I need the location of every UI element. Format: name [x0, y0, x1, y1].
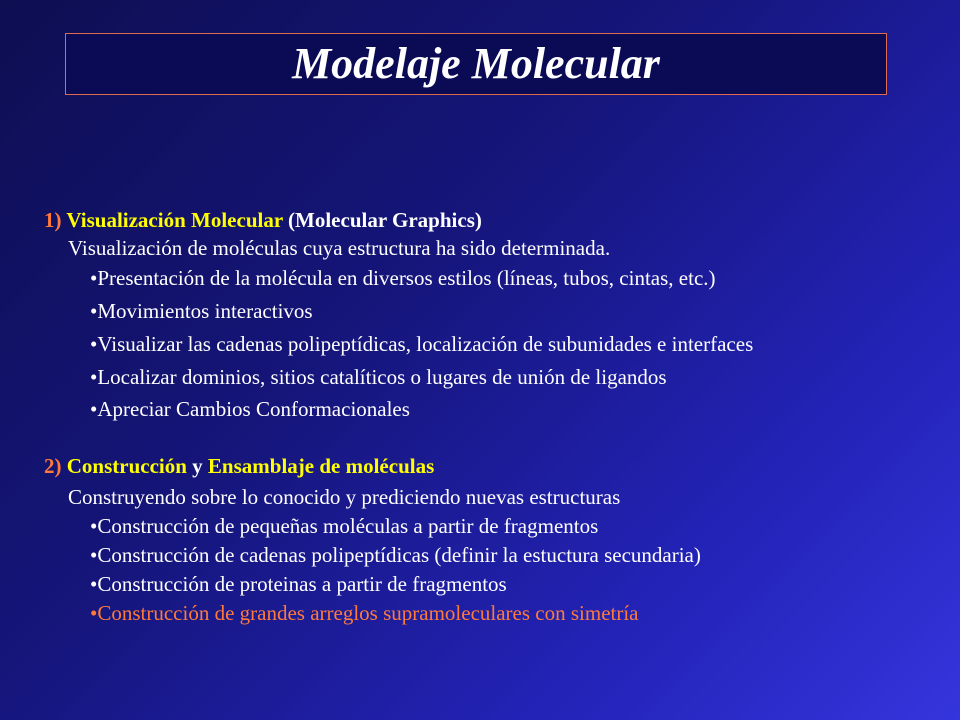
section-1-title: Visualización Molecular — [66, 208, 283, 232]
section-1-subtitle: (Molecular Graphics) — [288, 208, 482, 232]
section-1-number: 1) — [44, 208, 62, 232]
section-2-bullet: •Construcción de proteinas a partir de fragmentos — [90, 572, 507, 596]
section-2-title-part-1: Construcción — [66, 454, 187, 478]
slide-title: Modelaje Molecular — [292, 39, 660, 88]
section-1-bullet: •Movimientos interactivos — [90, 299, 313, 323]
section-1-heading — [44, 210, 482, 231]
section-1-bullet: •Visualizar las cadenas polipeptídicas, localización de subunidades e interfaces — [90, 332, 754, 356]
section-2-bullet: •Construcción de pequeñas moléculas a partir de fragmentos — [90, 514, 599, 538]
section-1-bullet: •Apreciar Cambios Conformacionales — [90, 397, 410, 421]
section-1-bullet: •Localizar dominios, sitios catalíticos o lugares de unión de ligandos — [90, 365, 667, 389]
section-2-number: 2) — [44, 454, 62, 478]
section-2-bullet-highlighted: •Construcción de grandes arreglos supramoleculares con simetría — [90, 601, 639, 625]
section-2-title-part-2: Ensamblaje de moléculas — [207, 454, 435, 478]
section-2-heading — [44, 456, 434, 477]
section-2-connector: y — [192, 454, 203, 478]
section-2-description: Construyendo sobre lo conocido y prediciendo nuevas estructuras — [68, 485, 621, 509]
section-1-bullet: •Presentación de la molécula en diversos estilos (líneas, tubos, cintas, etc.) — [90, 266, 716, 290]
section-2-bullet: •Construcción de cadenas polipeptídicas (definir la estuctura secundaria) — [90, 543, 701, 567]
title-box — [65, 33, 887, 95]
section-1-description: Visualización de moléculas cuya estructura ha sido determinada. — [68, 236, 611, 260]
